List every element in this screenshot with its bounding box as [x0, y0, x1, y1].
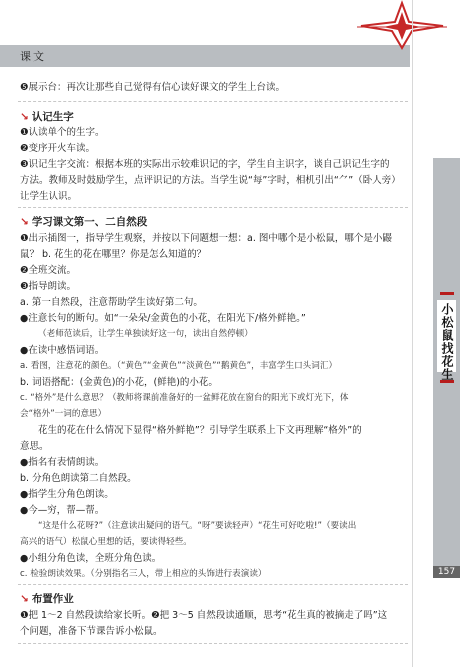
divider	[18, 101, 408, 102]
text-line: （老师范读后，让学生单独读好这一句，读出自然停顿）	[38, 329, 253, 339]
text-line: 鼠？ b. 花生的花在哪里？你是怎么知道的？	[20, 249, 207, 260]
text-line: 让学生认识。	[20, 191, 78, 202]
page-margin-rule	[412, 0, 413, 667]
text-line: a. 第一自然段，注意帮助学生读好第二句。	[20, 297, 203, 308]
page-number: 157	[433, 566, 460, 578]
divider	[18, 643, 408, 644]
text-line: ●指学生分角色朗读。	[20, 489, 114, 500]
section-mark-icon: ↘	[20, 216, 29, 228]
header-band	[0, 45, 410, 67]
section-title-3: ↘ 布置作业	[20, 593, 74, 605]
text-line: ❺展示台：再次让那些自己觉得有信心读好课文的学生上台读。	[20, 82, 286, 93]
text-line: 高兴的语气）松鼠心里想的话，要读得轻些。	[20, 537, 192, 547]
text-line: “这是什么花呀?”（注意读出疑问的语气。“呀”要读轻声）“花生可好吃啦!”（要读出	[38, 521, 357, 531]
text-line: a. 看图，注意花的颜色。（“黄色”“金黄色”“淡黄色”“鹅黄色”，丰富学生口头词汇）	[20, 361, 338, 371]
text-line: ❶认读单个的生字。	[20, 127, 105, 138]
section-mark-icon: ↘	[20, 111, 29, 123]
text-line: 个问题，准备下节课告诉小松鼠。	[20, 626, 163, 637]
text-line: ❶出示插图一，指导学生观察，并按以下问题想一想：a. 图中哪个是小松鼠，哪个是小鼹	[20, 233, 392, 244]
text-line: ●小组分角色读，全班分角色读。	[20, 553, 162, 564]
text-line: ●在读中感悟词语。	[20, 345, 105, 356]
section-title-1: ↘ 认记生字	[20, 111, 74, 123]
text-line: ❶把 1～2 自然段读给家长听。❷把 3～5 自然段读通顺，思考“花生真的被摘走了吗”这	[20, 610, 388, 621]
text-line: c. “格外”是什么意思？（教师将课前准备好的一盆鲜花放在窗台的阳光下或灯光下，体	[20, 393, 349, 403]
text-line: 会“格外”一词的意思）	[20, 409, 107, 419]
text-line: b. 分角色朗读第二自然段。	[20, 473, 137, 484]
bracket-bottom-icon	[440, 372, 454, 383]
text-line: ●今—穷，帮—帮。	[20, 505, 105, 516]
text-line: ❸指导朗读。	[20, 281, 77, 292]
star-emblem-icon	[357, 0, 447, 50]
bracket-top-icon	[440, 292, 454, 303]
section-mark-icon: ↘	[20, 593, 29, 605]
text-line: 花生的花在什么情况下显得“格外鲜艳”？引导学生联系上下文再理解“格外”的	[38, 425, 362, 436]
section-title-2: ↘ 学习课文第一、二自然段	[20, 216, 148, 228]
text-line: b. 词语搭配：(金黄色)的小花，(鲜艳)的小花。	[20, 377, 218, 388]
text-line: ❷全班交流。	[20, 265, 77, 276]
header-label: 课文	[20, 50, 46, 63]
divider	[18, 584, 408, 585]
text-line: ❷变序开火车读。	[20, 143, 96, 154]
text-line: ❸识记生字交流：根据本班的实际出示较难识记的字，学生自主识字，谈自己识记生字的	[20, 159, 390, 170]
divider	[18, 207, 408, 208]
text-line: ●注意长句的断句。如“一朵朵/金黄色的小花，在阳光下/格外鲜艳。”	[20, 313, 306, 324]
text-line: 方法。教师及时鼓励学生，点评识记的方法。当学生说“每”字时，相机引出“⺈”（卧人旁）	[20, 175, 401, 186]
text-line: ●指名有表情朗读。	[20, 457, 105, 468]
text-line: 意思。	[20, 441, 49, 452]
text-line: c. 检验朗读效果。（分别指名三人，带上相应的头饰进行表演读）	[20, 569, 267, 579]
side-tab-title: 小松鼠找花生	[440, 303, 454, 381]
